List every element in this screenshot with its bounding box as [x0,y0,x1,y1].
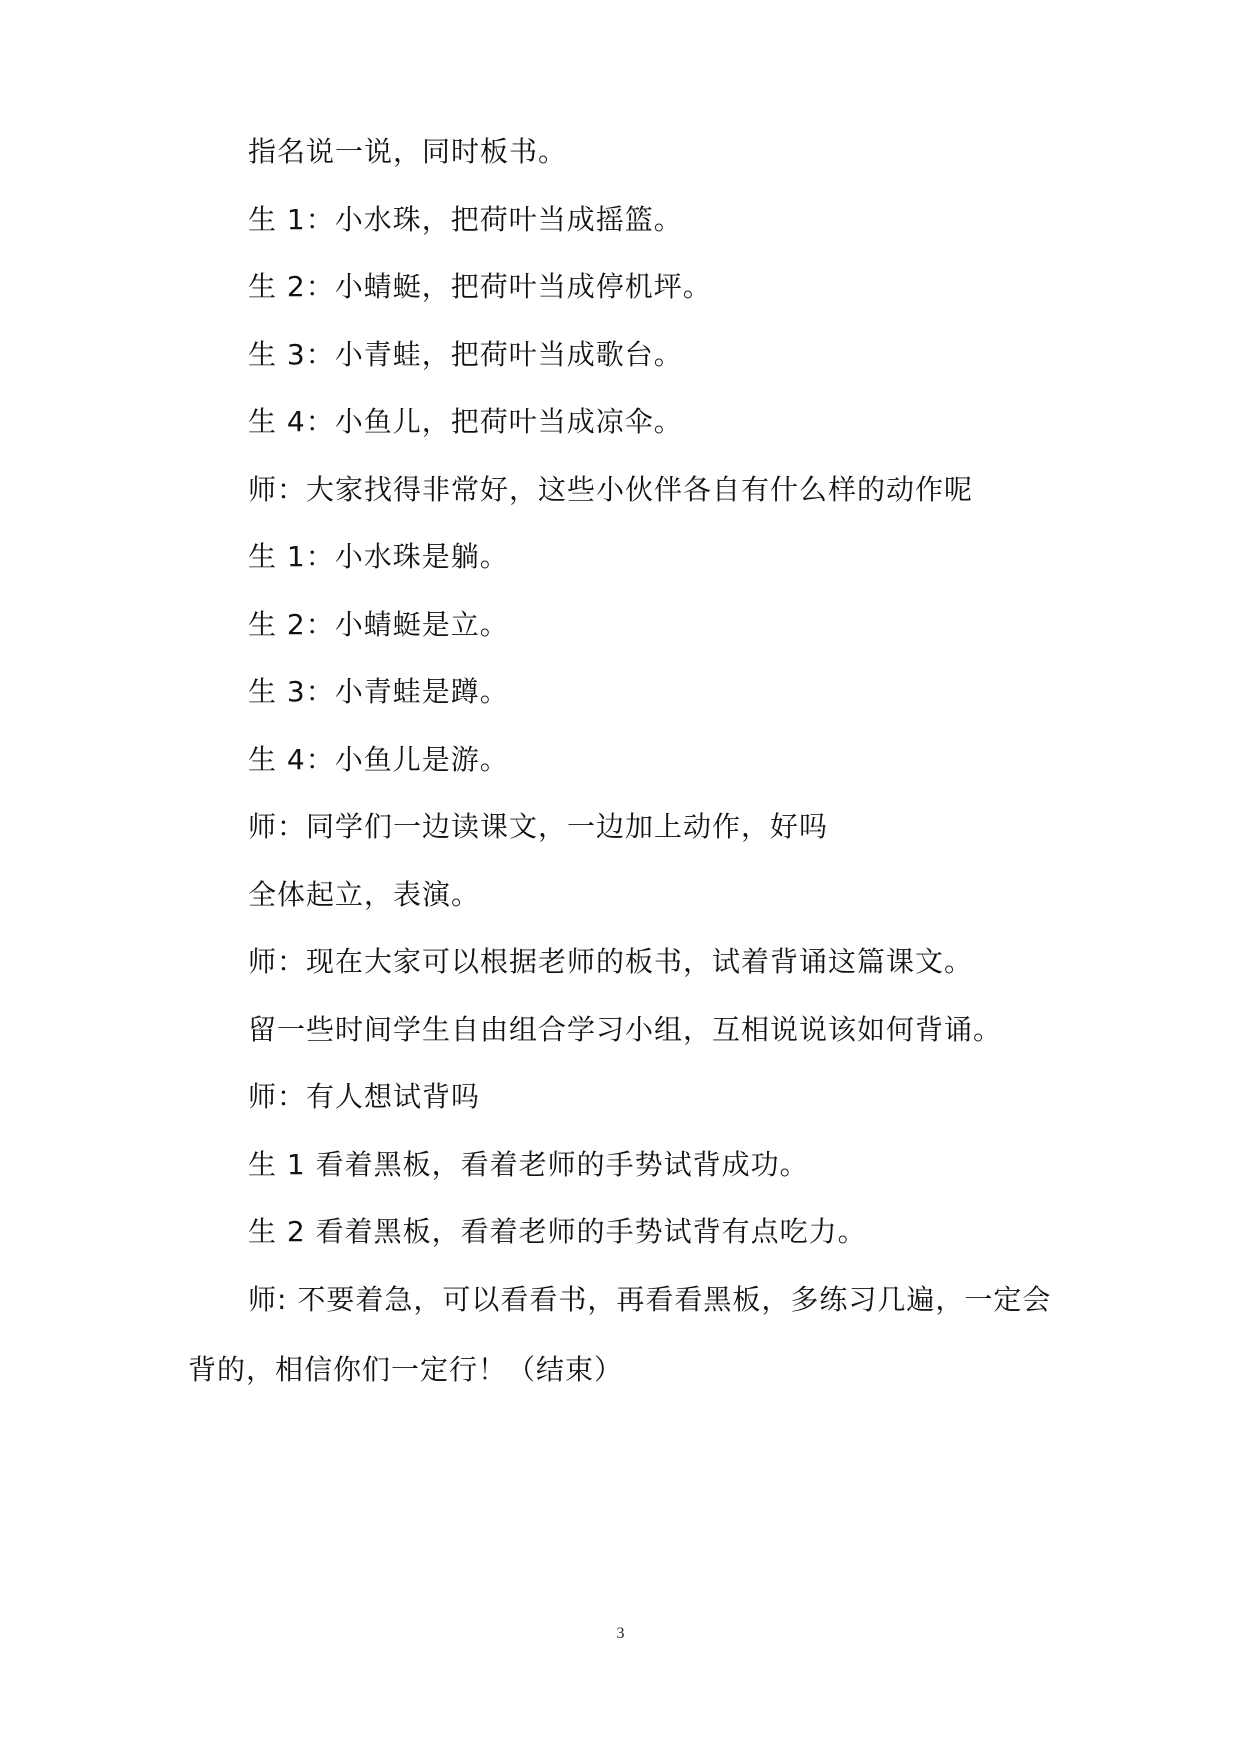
page-number: 3 [616,1625,625,1642]
paragraph: 留一些时间学生自由组合学习小组，互相说说该如何背诵。 [248,1012,1003,1046]
paragraph: 师：同学们一边读课文，一边加上动作，好吗 [248,810,829,843]
paragraph: 生 4：小鱼儿是游。 [248,742,509,776]
paragraph: 师：现在大家可以根据老师的板书，试着背诵这篇课文。 [248,945,974,978]
paragraph: 师：大家找得非常好，这些小伙伴各自有什么样的动作呢 [248,472,974,506]
paragraph: 生 2：小蜻蜓是立。 [248,607,509,641]
paragraph: 生 4：小鱼儿，把荷叶当成凉伞。 [248,405,683,438]
paragraph: 生 3：小青蛙是蹲。 [248,675,509,708]
paragraph: 生 1：小水珠，把荷叶当成摇篮。 [248,202,683,236]
paragraph: 师: 不要着急，可以看看书，再看看黑板，多练习几遍，一定会 [248,1282,1052,1316]
paragraph: 背的，相信你们一定行！（结束） [188,1352,624,1386]
paragraph: 生 1 看着黑板，看着老师的手势试背成功。 [248,1147,809,1181]
paragraph: 生 2 看着黑板，看着老师的手势试背有点吃力。 [248,1215,867,1248]
paragraph: 生 1：小水珠是躺。 [248,540,509,573]
paragraph: 生 2：小蜻蜓，把荷叶当成停机坪。 [248,270,712,303]
paragraph: 指名说一说，同时板书。 [248,135,568,168]
paragraph: 全体起立，表演。 [248,877,481,911]
paragraph: 师：有人想试背吗 [248,1080,481,1113]
paragraph: 生 3：小青蛙，把荷叶当成歌台。 [248,337,683,371]
